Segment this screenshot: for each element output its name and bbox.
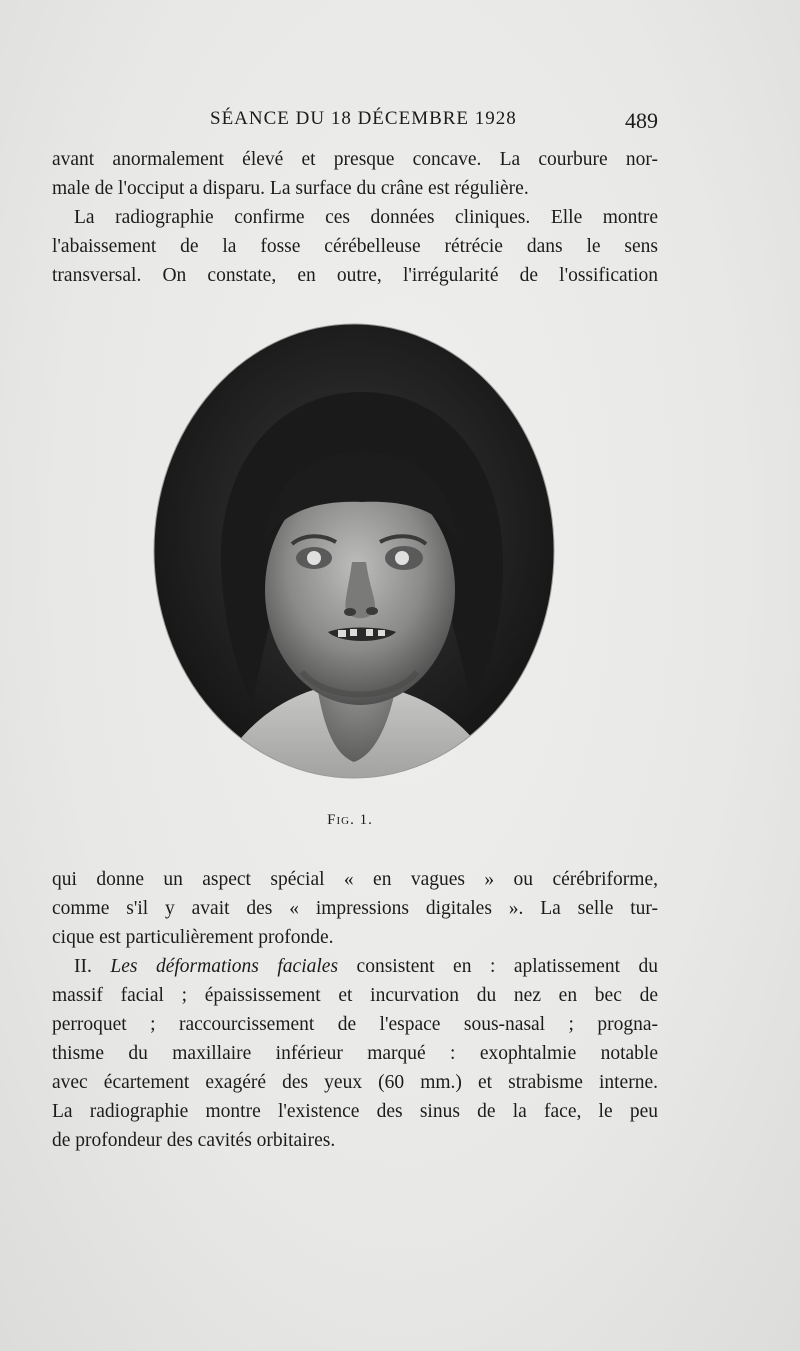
figure-photograph bbox=[152, 322, 556, 780]
text-line: thisme du maxillaire inférieur marqué : exophtalmie notable bbox=[52, 1043, 658, 1064]
section-heading-line bbox=[52, 952, 658, 981]
section-title: Les déformations faciales bbox=[110, 956, 339, 977]
text-line: massif facial ; épaississement et incurvation du nez en bec de bbox=[52, 985, 658, 1006]
text-line: La radiographie confirme ces données cliniques. Elle montre bbox=[74, 207, 658, 228]
text-line: La radiographie montre l'existence des sinus de la face, le peu bbox=[52, 1101, 658, 1122]
running-title: SÉANCE DU 18 DÉCEMBRE 1928 bbox=[210, 108, 517, 129]
section-number: II. bbox=[74, 956, 92, 977]
running-head bbox=[50, 108, 660, 136]
text-line: de profondeur des cavités orbitaires. bbox=[52, 1130, 336, 1151]
text-line: transversal. On constate, en outre, l'irrégularité de l'ossification bbox=[52, 265, 658, 286]
bottom-paragraph bbox=[52, 865, 658, 1155]
text-line: qui donne un aspect spécial « en vagues » ou cérébriforme, bbox=[52, 869, 658, 890]
portrait-photo bbox=[152, 322, 556, 780]
text-line: cique est particulièrement profonde. bbox=[52, 927, 334, 948]
text-line: avant anormalement élevé et presque concave. La courbure nor- bbox=[52, 149, 658, 170]
text-line: avec écartement exagéré des yeux (60 mm.) et strabisme interne. bbox=[52, 1072, 658, 1093]
figure-caption: Fig. 1. bbox=[327, 812, 373, 828]
top-paragraph bbox=[52, 145, 658, 290]
text-line: comme s'il y avait des « impressions digitales ». La selle tur- bbox=[52, 898, 658, 919]
page-number: 489 bbox=[625, 108, 658, 133]
text-line: perroquet ; raccourcissement de l'espace sous-nasal ; progna- bbox=[52, 1014, 658, 1035]
text-line: male de l'occiput a disparu. La surface du crâne est régulière. bbox=[52, 178, 529, 199]
text-line: l'abaissement de la fosse cérébelleuse rétrécie dans le sens bbox=[52, 236, 658, 257]
section-first-line-rest: consistent en : aplatissement du bbox=[356, 956, 658, 977]
